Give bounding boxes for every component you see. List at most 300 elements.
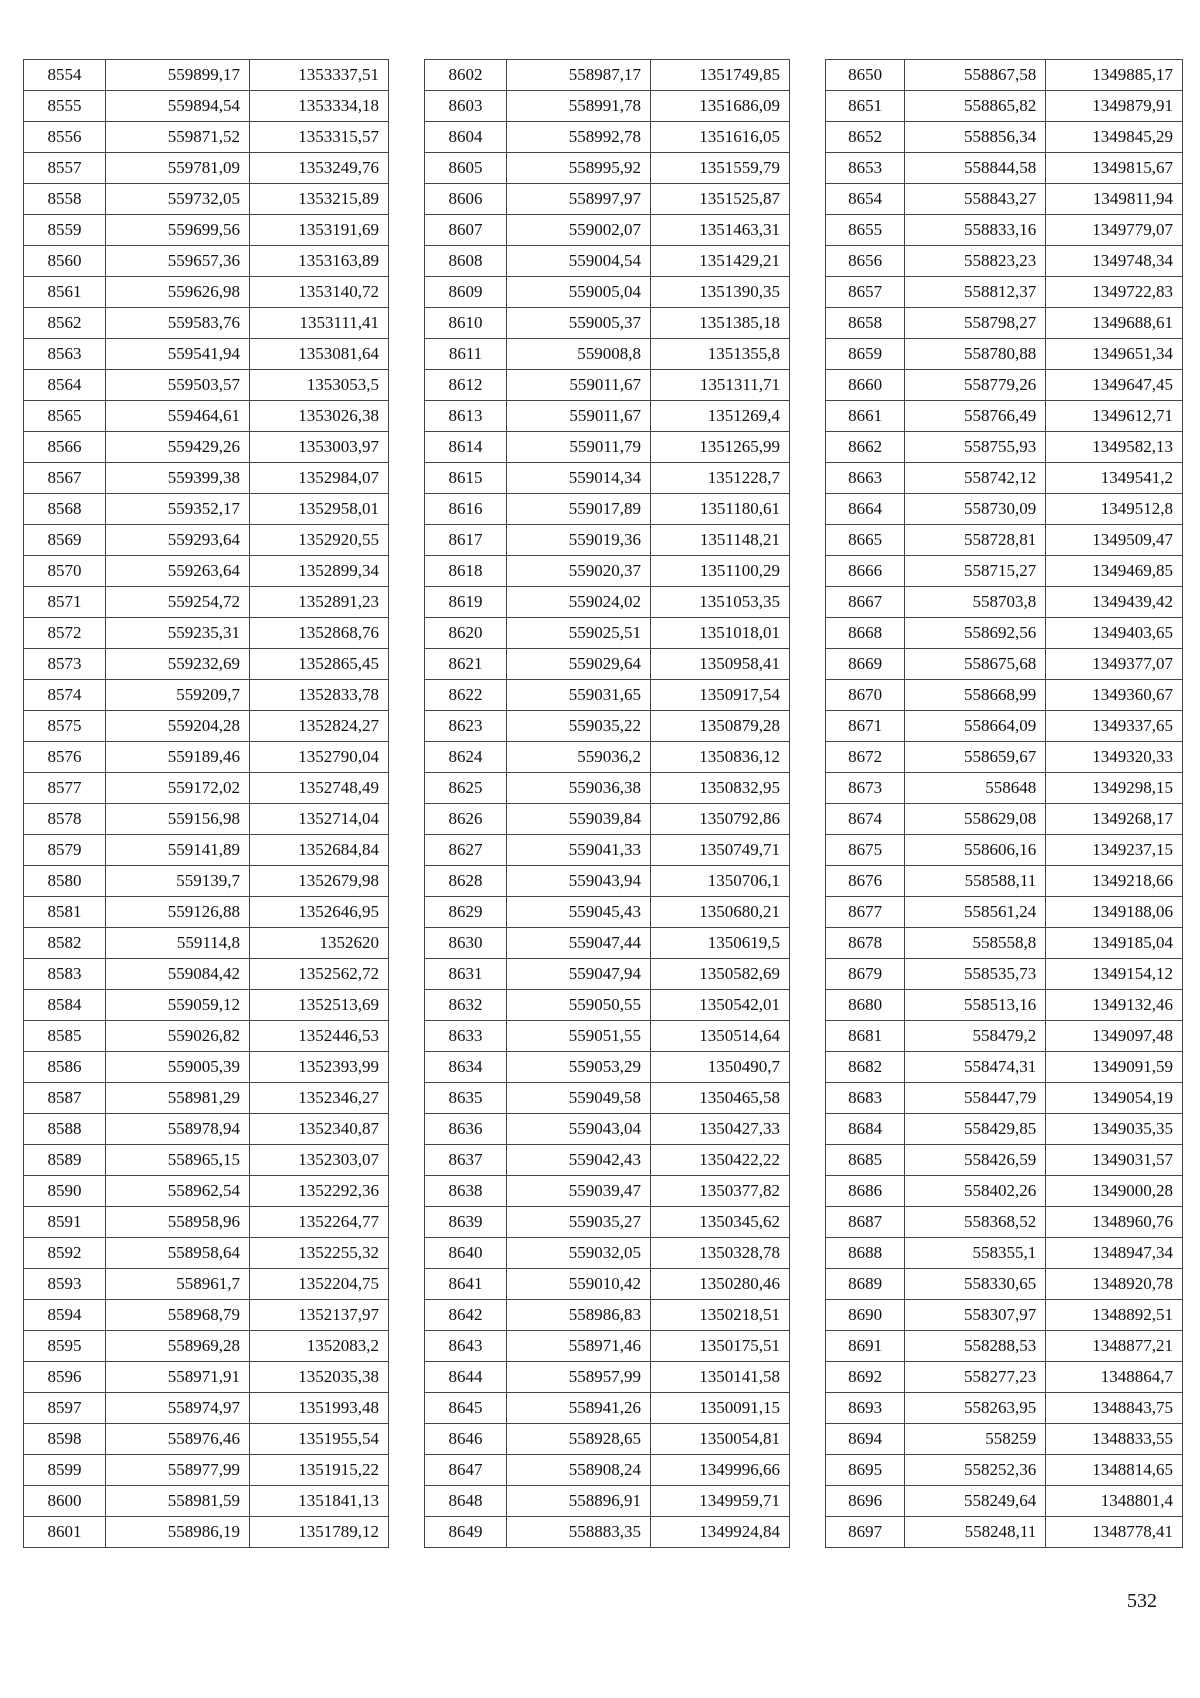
table-row [24, 773, 389, 804]
table-row [425, 804, 790, 835]
point-number-cell: 8645 [425, 1393, 507, 1424]
coordinate-table-1 [23, 59, 389, 1548]
x-coordinate-cell: 559017,89 [507, 494, 651, 525]
y-coordinate-cell: 1350328,78 [651, 1238, 790, 1269]
point-number-cell: 8631 [425, 959, 507, 990]
x-coordinate-cell: 558908,24 [507, 1455, 651, 1486]
point-number-cell: 8680 [826, 990, 905, 1021]
y-coordinate-cell: 1352824,27 [250, 711, 389, 742]
point-number-cell: 8658 [826, 308, 905, 339]
y-coordinate-cell: 1352292,36 [250, 1176, 389, 1207]
x-coordinate-cell: 558896,91 [507, 1486, 651, 1517]
table-row [425, 711, 790, 742]
point-number-cell: 8639 [425, 1207, 507, 1238]
table-row [24, 401, 389, 432]
table-row [425, 153, 790, 184]
x-coordinate-cell: 559032,05 [507, 1238, 651, 1269]
y-coordinate-cell: 1351915,22 [250, 1455, 389, 1486]
point-number-cell: 8640 [425, 1238, 507, 1269]
table-row [826, 60, 1183, 91]
y-coordinate-cell: 1349054,19 [1046, 1083, 1183, 1114]
x-coordinate-cell: 558812,37 [905, 277, 1046, 308]
y-coordinate-cell: 1350680,21 [651, 897, 790, 928]
point-number-cell: 8557 [24, 153, 106, 184]
table-row [425, 91, 790, 122]
table-row [24, 835, 389, 866]
table-row [826, 184, 1183, 215]
point-number-cell: 8618 [425, 556, 507, 587]
x-coordinate-cell: 559899,17 [106, 60, 250, 91]
table-row [826, 928, 1183, 959]
y-coordinate-cell: 1353053,5 [250, 370, 389, 401]
y-coordinate-cell: 1352868,76 [250, 618, 389, 649]
table-row [425, 866, 790, 897]
table-row [24, 1021, 389, 1052]
table-row [24, 649, 389, 680]
point-number-cell: 8593 [24, 1269, 106, 1300]
y-coordinate-cell: 1351955,54 [250, 1424, 389, 1455]
x-coordinate-cell: 559699,56 [106, 215, 250, 246]
point-number-cell: 8691 [826, 1331, 905, 1362]
point-number-cell: 8556 [24, 122, 106, 153]
point-number-cell: 8617 [425, 525, 507, 556]
point-number-cell: 8662 [826, 432, 905, 463]
table-row [425, 184, 790, 215]
point-number-cell: 8570 [24, 556, 106, 587]
y-coordinate-cell: 1352264,77 [250, 1207, 389, 1238]
x-coordinate-cell: 558606,16 [905, 835, 1046, 866]
x-coordinate-cell: 558249,64 [905, 1486, 1046, 1517]
table-row [24, 1269, 389, 1300]
x-coordinate-cell: 558995,92 [507, 153, 651, 184]
y-coordinate-cell: 1349722,83 [1046, 277, 1183, 308]
point-number-cell: 8597 [24, 1393, 106, 1424]
x-coordinate-cell: 558965,15 [106, 1145, 250, 1176]
y-coordinate-cell: 1351463,31 [651, 215, 790, 246]
y-coordinate-cell: 1348778,41 [1046, 1517, 1183, 1548]
y-coordinate-cell: 1349185,04 [1046, 928, 1183, 959]
point-number-cell: 8692 [826, 1362, 905, 1393]
y-coordinate-cell: 1350749,71 [651, 835, 790, 866]
table-row [425, 1176, 790, 1207]
point-number-cell: 8681 [826, 1021, 905, 1052]
table-row [425, 649, 790, 680]
y-coordinate-cell: 1349154,12 [1046, 959, 1183, 990]
x-coordinate-cell: 559204,28 [106, 711, 250, 742]
table-row [24, 1424, 389, 1455]
point-number-cell: 8554 [24, 60, 106, 91]
table-row [425, 1362, 790, 1393]
x-coordinate-cell: 559894,54 [106, 91, 250, 122]
point-number-cell: 8565 [24, 401, 106, 432]
y-coordinate-cell: 1349132,46 [1046, 990, 1183, 1021]
point-number-cell: 8574 [24, 680, 106, 711]
x-coordinate-cell: 558479,2 [905, 1021, 1046, 1052]
point-number-cell: 8583 [24, 959, 106, 990]
table-row [425, 215, 790, 246]
x-coordinate-cell: 559049,58 [507, 1083, 651, 1114]
table-row [425, 494, 790, 525]
table-row [425, 1269, 790, 1300]
table-row [24, 246, 389, 277]
x-coordinate-cell: 559464,61 [106, 401, 250, 432]
point-number-cell: 8656 [826, 246, 905, 277]
y-coordinate-cell: 1350792,86 [651, 804, 790, 835]
point-number-cell: 8637 [425, 1145, 507, 1176]
x-coordinate-cell: 558981,59 [106, 1486, 250, 1517]
y-coordinate-cell: 1351841,13 [250, 1486, 389, 1517]
x-coordinate-cell: 559005,04 [507, 277, 651, 308]
x-coordinate-cell: 559039,47 [507, 1176, 651, 1207]
point-number-cell: 8666 [826, 556, 905, 587]
point-number-cell: 8623 [425, 711, 507, 742]
y-coordinate-cell: 1352255,32 [250, 1238, 389, 1269]
x-coordinate-cell: 559047,44 [507, 928, 651, 959]
y-coordinate-cell: 1352920,55 [250, 525, 389, 556]
y-coordinate-cell: 1352513,69 [250, 990, 389, 1021]
y-coordinate-cell: 1351265,99 [651, 432, 790, 463]
x-coordinate-cell: 558513,16 [905, 990, 1046, 1021]
point-number-cell: 8598 [24, 1424, 106, 1455]
x-coordinate-cell: 558728,81 [905, 525, 1046, 556]
y-coordinate-cell: 1350836,12 [651, 742, 790, 773]
y-coordinate-cell: 1352679,98 [250, 866, 389, 897]
table-row [24, 1517, 389, 1548]
point-number-cell: 8652 [826, 122, 905, 153]
x-coordinate-cell: 559732,05 [106, 184, 250, 215]
y-coordinate-cell: 1349748,34 [1046, 246, 1183, 277]
point-number-cell: 8606 [425, 184, 507, 215]
point-number-cell: 8657 [826, 277, 905, 308]
x-coordinate-cell: 558971,46 [507, 1331, 651, 1362]
y-coordinate-cell: 1349403,65 [1046, 618, 1183, 649]
x-coordinate-cell: 558307,97 [905, 1300, 1046, 1331]
x-coordinate-cell: 558958,64 [106, 1238, 250, 1269]
x-coordinate-cell: 559035,27 [507, 1207, 651, 1238]
table-row [425, 990, 790, 1021]
point-number-cell: 8696 [826, 1486, 905, 1517]
table-row [826, 1145, 1183, 1176]
y-coordinate-cell: 1353191,69 [250, 215, 389, 246]
y-coordinate-cell: 1349996,66 [651, 1455, 790, 1486]
x-coordinate-cell: 558844,58 [905, 153, 1046, 184]
coordinate-table-body [826, 60, 1183, 1548]
x-coordinate-cell: 558992,78 [507, 122, 651, 153]
point-number-cell: 8614 [425, 432, 507, 463]
x-coordinate-cell: 559042,43 [507, 1145, 651, 1176]
x-coordinate-cell: 558588,11 [905, 866, 1046, 897]
y-coordinate-cell: 1352620 [250, 928, 389, 959]
point-number-cell: 8609 [425, 277, 507, 308]
y-coordinate-cell: 1348877,21 [1046, 1331, 1183, 1362]
table-row [826, 1300, 1183, 1331]
table-row [826, 835, 1183, 866]
x-coordinate-cell: 559429,26 [106, 432, 250, 463]
x-coordinate-cell: 559189,46 [106, 742, 250, 773]
table-row [425, 525, 790, 556]
table-row [24, 1176, 389, 1207]
x-coordinate-cell: 559503,57 [106, 370, 250, 401]
point-number-cell: 8694 [826, 1424, 905, 1455]
x-coordinate-cell: 559059,12 [106, 990, 250, 1021]
table-row [24, 804, 389, 835]
x-coordinate-cell: 559002,07 [507, 215, 651, 246]
y-coordinate-cell: 1349647,45 [1046, 370, 1183, 401]
y-coordinate-cell: 1348892,51 [1046, 1300, 1183, 1331]
x-coordinate-cell: 559232,69 [106, 649, 250, 680]
point-number-cell: 8661 [826, 401, 905, 432]
x-coordinate-cell: 559047,94 [507, 959, 651, 990]
x-coordinate-cell: 558429,85 [905, 1114, 1046, 1145]
point-number-cell: 8678 [826, 928, 905, 959]
point-number-cell: 8672 [826, 742, 905, 773]
y-coordinate-cell: 1350377,82 [651, 1176, 790, 1207]
table-row [425, 835, 790, 866]
x-coordinate-cell: 558252,36 [905, 1455, 1046, 1486]
y-coordinate-cell: 1352035,38 [250, 1362, 389, 1393]
y-coordinate-cell: 1351228,7 [651, 463, 790, 494]
x-coordinate-cell: 558941,26 [507, 1393, 651, 1424]
point-number-cell: 8659 [826, 339, 905, 370]
table-row [24, 1393, 389, 1424]
point-number-cell: 8648 [425, 1486, 507, 1517]
y-coordinate-cell: 1349509,47 [1046, 525, 1183, 556]
point-number-cell: 8587 [24, 1083, 106, 1114]
y-coordinate-cell: 1350917,54 [651, 680, 790, 711]
x-coordinate-cell: 558969,28 [106, 1331, 250, 1362]
point-number-cell: 8627 [425, 835, 507, 866]
table-row [24, 308, 389, 339]
x-coordinate-cell: 559019,36 [507, 525, 651, 556]
table-row [24, 1362, 389, 1393]
x-coordinate-cell: 559141,89 [106, 835, 250, 866]
x-coordinate-cell: 558474,31 [905, 1052, 1046, 1083]
point-number-cell: 8688 [826, 1238, 905, 1269]
x-coordinate-cell: 559005,37 [507, 308, 651, 339]
x-coordinate-cell: 558997,97 [507, 184, 651, 215]
y-coordinate-cell: 1350582,69 [651, 959, 790, 990]
x-coordinate-cell: 558248,11 [905, 1517, 1046, 1548]
x-coordinate-cell: 559156,98 [106, 804, 250, 835]
x-coordinate-cell: 558986,19 [106, 1517, 250, 1548]
table-row [826, 1207, 1183, 1238]
y-coordinate-cell: 1348833,55 [1046, 1424, 1183, 1455]
table-row [826, 866, 1183, 897]
y-coordinate-cell: 1349541,2 [1046, 463, 1183, 494]
x-coordinate-cell: 558742,12 [905, 463, 1046, 494]
x-coordinate-cell: 559005,39 [106, 1052, 250, 1083]
x-coordinate-cell: 559626,98 [106, 277, 250, 308]
table-row [826, 339, 1183, 370]
y-coordinate-cell: 1348960,76 [1046, 1207, 1183, 1238]
table-row [826, 649, 1183, 680]
y-coordinate-cell: 1350958,41 [651, 649, 790, 680]
y-coordinate-cell: 1349811,94 [1046, 184, 1183, 215]
point-number-cell: 8586 [24, 1052, 106, 1083]
y-coordinate-cell: 1350422,22 [651, 1145, 790, 1176]
point-number-cell: 8610 [425, 308, 507, 339]
table-row [826, 1517, 1183, 1548]
x-coordinate-cell: 558856,34 [905, 122, 1046, 153]
point-number-cell: 8620 [425, 618, 507, 649]
coordinate-table-2 [424, 59, 790, 1548]
point-number-cell: 8689 [826, 1269, 905, 1300]
y-coordinate-cell: 1350218,51 [651, 1300, 790, 1331]
point-number-cell: 8664 [826, 494, 905, 525]
table-row [826, 215, 1183, 246]
point-number-cell: 8580 [24, 866, 106, 897]
x-coordinate-cell: 558766,49 [905, 401, 1046, 432]
x-coordinate-cell: 558962,54 [106, 1176, 250, 1207]
y-coordinate-cell: 1349298,15 [1046, 773, 1183, 804]
y-coordinate-cell: 1352562,72 [250, 959, 389, 990]
point-number-cell: 8596 [24, 1362, 106, 1393]
point-number-cell: 8624 [425, 742, 507, 773]
table-row [826, 1238, 1183, 1269]
table-row [425, 370, 790, 401]
point-number-cell: 8589 [24, 1145, 106, 1176]
table-row [24, 339, 389, 370]
y-coordinate-cell: 1349815,67 [1046, 153, 1183, 184]
x-coordinate-cell: 558659,67 [905, 742, 1046, 773]
y-coordinate-cell: 1349651,34 [1046, 339, 1183, 370]
y-coordinate-cell: 1350465,58 [651, 1083, 790, 1114]
table-row [425, 618, 790, 649]
table-row [826, 1455, 1183, 1486]
x-coordinate-cell: 558928,65 [507, 1424, 651, 1455]
table-row [24, 1486, 389, 1517]
table-row [826, 525, 1183, 556]
x-coordinate-cell: 559126,88 [106, 897, 250, 928]
point-number-cell: 8629 [425, 897, 507, 928]
y-coordinate-cell: 1352748,49 [250, 773, 389, 804]
point-number-cell: 8564 [24, 370, 106, 401]
table-row [826, 463, 1183, 494]
point-number-cell: 8582 [24, 928, 106, 959]
x-coordinate-cell: 558958,96 [106, 1207, 250, 1238]
point-number-cell: 8626 [425, 804, 507, 835]
table-row [425, 1331, 790, 1362]
table-row [826, 587, 1183, 618]
x-coordinate-cell: 559051,55 [507, 1021, 651, 1052]
y-coordinate-cell: 1349360,67 [1046, 680, 1183, 711]
table-row [425, 308, 790, 339]
x-coordinate-cell: 559024,02 [507, 587, 651, 618]
y-coordinate-cell: 1352646,95 [250, 897, 389, 928]
table-row [24, 618, 389, 649]
coordinate-table-body [24, 60, 389, 1548]
x-coordinate-cell: 559045,43 [507, 897, 651, 928]
x-coordinate-cell: 559010,42 [507, 1269, 651, 1300]
point-number-cell: 8628 [425, 866, 507, 897]
point-number-cell: 8613 [425, 401, 507, 432]
y-coordinate-cell: 1351616,05 [651, 122, 790, 153]
table-row [24, 680, 389, 711]
x-coordinate-cell: 558957,99 [507, 1362, 651, 1393]
point-number-cell: 8633 [425, 1021, 507, 1052]
point-number-cell: 8647 [425, 1455, 507, 1486]
y-coordinate-cell: 1351749,85 [651, 60, 790, 91]
point-number-cell: 8649 [425, 1517, 507, 1548]
y-coordinate-cell: 1351100,29 [651, 556, 790, 587]
y-coordinate-cell: 1351311,71 [651, 370, 790, 401]
point-number-cell: 8632 [425, 990, 507, 1021]
table-row [425, 1238, 790, 1269]
table-row [425, 1300, 790, 1331]
y-coordinate-cell: 1349959,71 [651, 1486, 790, 1517]
point-number-cell: 8619 [425, 587, 507, 618]
table-row [24, 959, 389, 990]
point-number-cell: 8669 [826, 649, 905, 680]
y-coordinate-cell: 1352684,84 [250, 835, 389, 866]
point-number-cell: 8651 [826, 91, 905, 122]
x-coordinate-cell: 559031,65 [507, 680, 651, 711]
y-coordinate-cell: 1350879,28 [651, 711, 790, 742]
point-number-cell: 8697 [826, 1517, 905, 1548]
table-row [24, 990, 389, 1021]
point-number-cell: 8601 [24, 1517, 106, 1548]
x-coordinate-cell: 558535,73 [905, 959, 1046, 990]
table-row [425, 897, 790, 928]
x-coordinate-cell: 559025,51 [507, 618, 651, 649]
y-coordinate-cell: 1351789,12 [250, 1517, 389, 1548]
point-number-cell: 8665 [826, 525, 905, 556]
point-number-cell: 8600 [24, 1486, 106, 1517]
x-coordinate-cell: 559011,79 [507, 432, 651, 463]
point-number-cell: 8559 [24, 215, 106, 246]
x-coordinate-cell: 558668,99 [905, 680, 1046, 711]
point-number-cell: 8577 [24, 773, 106, 804]
table-row [425, 1517, 790, 1548]
table-row [24, 1331, 389, 1362]
point-number-cell: 8643 [425, 1331, 507, 1362]
table-row [425, 277, 790, 308]
table-row [24, 587, 389, 618]
table-row [24, 60, 389, 91]
point-number-cell: 8585 [24, 1021, 106, 1052]
x-coordinate-cell: 559871,52 [106, 122, 250, 153]
point-number-cell: 8695 [826, 1455, 905, 1486]
y-coordinate-cell: 1350542,01 [651, 990, 790, 1021]
table-row [826, 1424, 1183, 1455]
y-coordinate-cell: 1353111,41 [250, 308, 389, 339]
table-row [425, 339, 790, 370]
y-coordinate-cell: 1352137,97 [250, 1300, 389, 1331]
x-coordinate-cell: 559020,37 [507, 556, 651, 587]
y-coordinate-cell: 1350706,1 [651, 866, 790, 897]
x-coordinate-cell: 559254,72 [106, 587, 250, 618]
table-row [826, 432, 1183, 463]
y-coordinate-cell: 1349268,17 [1046, 804, 1183, 835]
table-row [826, 153, 1183, 184]
point-number-cell: 8653 [826, 153, 905, 184]
y-coordinate-cell: 1348843,75 [1046, 1393, 1183, 1424]
x-coordinate-cell: 559026,82 [106, 1021, 250, 1052]
point-number-cell: 8576 [24, 742, 106, 773]
y-coordinate-cell: 1352393,99 [250, 1052, 389, 1083]
table-row [826, 1114, 1183, 1145]
x-coordinate-cell: 558798,27 [905, 308, 1046, 339]
table-row [425, 122, 790, 153]
y-coordinate-cell: 1349320,33 [1046, 742, 1183, 773]
y-coordinate-cell: 1353081,64 [250, 339, 389, 370]
table-row [24, 556, 389, 587]
x-coordinate-cell: 558961,7 [106, 1269, 250, 1300]
x-coordinate-cell: 559050,55 [507, 990, 651, 1021]
table-row [24, 432, 389, 463]
point-number-cell: 8660 [826, 370, 905, 401]
point-number-cell: 8670 [826, 680, 905, 711]
